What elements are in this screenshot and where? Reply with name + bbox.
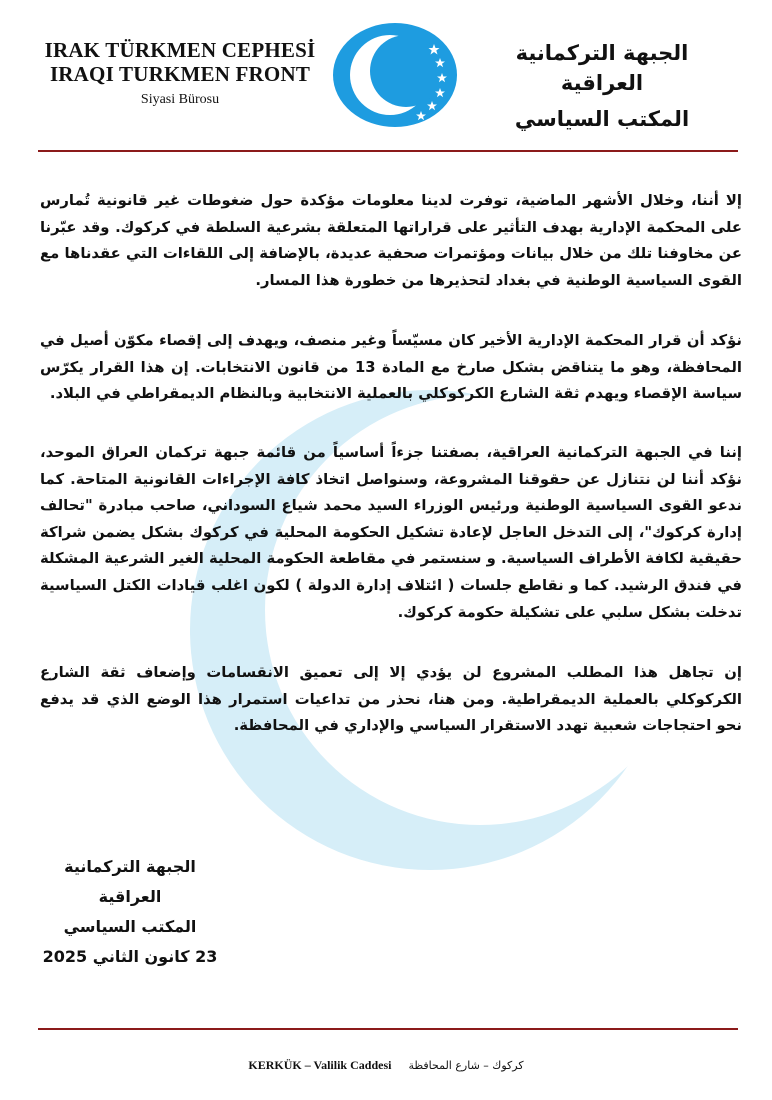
footer-address-latin: KERKÜK – Valilik Caddesi [248, 1058, 392, 1072]
signature-block [40, 852, 220, 972]
paragraph-1: إلا أننا، وخلال الأشهر الماضية، توفرت لدينا معلومات مؤكدة حول ضغوطات غير قانونية تُمارس على المحكمة الإدارية بهدف التأثير على قراراتها المتعلقة بشرعية السلطة في كركوك. وقد عبّرنا عن مخاوفنا تلك من خلال بيانات ومؤتمرات صحفية عديدة، بالإضافة إلى اللقاءات التي عقدناها مع القوى السياسية الوطنية في بغداد لتحذيرها من خطورة هذا المسار. [40, 192, 742, 289]
org-name-english: IRAQI TURKMEN FRONT [49, 62, 311, 86]
footer-address [0, 1058, 772, 1073]
header-arabic [492, 38, 712, 134]
signature-date: 23 كانون الثاني 2025 [42, 947, 218, 966]
crescent-stars-logo [330, 20, 460, 130]
paragraph-4: إن تجاهل هذا المطلب المشروع لن يؤدي إلا إلى تعميق الانقسامات وإضعاف ثقة الشارع الكركوكلي بالعملية الديمقراطية. ومن هنا، نحذر من تداعيات استمرار هذا الوضع الذي قد يدفع نحو احتجاجات شعبية تهدد الاستقرار السياسي والإداري في المحافظة. [40, 664, 742, 735]
letter-body [40, 188, 742, 735]
footer-address-arabic: كركوك – شارع المحافظة [408, 1059, 524, 1072]
header-latin [40, 38, 320, 108]
header-divider [38, 150, 738, 152]
paragraph-2: نؤكد أن قرار المحكمة الإدارية الأخير كان مسيّساً وغير منصف، ويهدف إلى إقصاء مكوّن أصيل في المحافظة، وهو ما يتناقض بشكل صارخ مع المادة 13 من قانون الانتخابات. إن هذا القرار يكرّس سياسة الإقصاء ويهدم ثقة الشارع الكركوكلي بالعملية الانتخابية وبالنظام الديمقراطي في البلاد. [40, 332, 742, 403]
office-name-arabic: المكتب السياسي [514, 107, 690, 131]
org-name-turkish: IRAK TÜRKMEN CEPHESİ [44, 38, 316, 62]
footer-divider [38, 1028, 738, 1030]
paragraph-3: إننا في الجبهة التركمانية العراقية، بصفتنا جزءاً أساسياً من قائمة جبهة تركمان العراق الموحد، نؤكد أننا لن نتنازل عن حقوقنا المشروعة، وسنواصل اتخاذ كافة الإجراءات القانونية المتاحة. كما ندعو القوى السياسية الوطنية ورئيس الوزراء السيد محمد شياع السوداني، صاحب مبادرة "تحالف إدارة كركوك"، إلى التدخل العاجل لإعادة تشكيل الحكومة المحلية في كركوك بشكل يضمن شراكة حقيقية لكافة الأطراف السياسية. و سنستمر في مقاطعة الحكومة المحلية الغير الشرعية المشكلة في فندق الرشيد. كما و نقاطع جلسات ( ائتلاف إدارة الدولة ) لكون اغلب قيادات الكتل السياسية تدخلت بشكل سلبي على تشكيلة حكومة كركوك. [40, 444, 742, 621]
office-name-turkish: Siyasi Bürosu [140, 92, 220, 107]
signature-org: الجبهة التركمانية العراقية [64, 857, 196, 906]
signature-office: المكتب السياسي [63, 917, 197, 936]
org-name-arabic: الجبهة التركمانية العراقية [515, 41, 689, 95]
